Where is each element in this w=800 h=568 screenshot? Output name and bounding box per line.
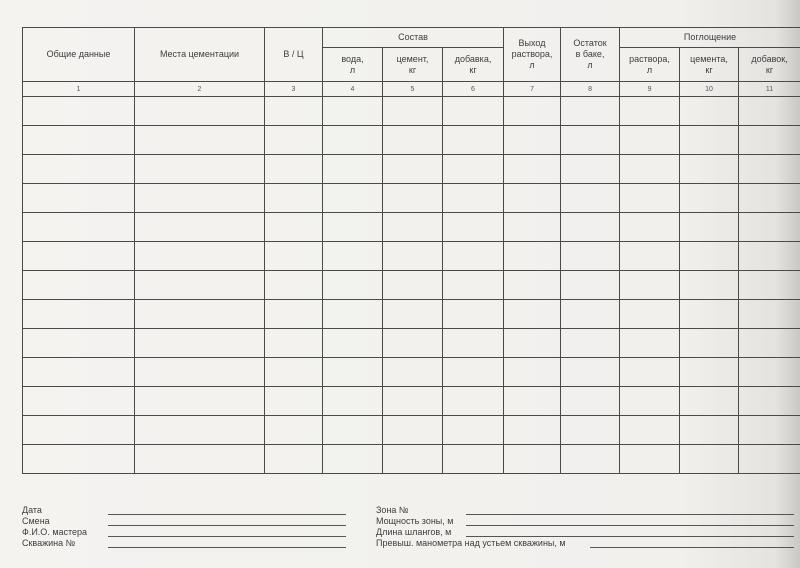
table-cell[interactable] xyxy=(680,126,739,155)
column-number-row xyxy=(23,82,800,97)
column-number: 10 xyxy=(680,82,739,97)
table-cell[interactable] xyxy=(561,358,620,387)
table-cell[interactable] xyxy=(739,387,800,416)
cementation-table xyxy=(22,27,800,474)
table-cell[interactable] xyxy=(504,445,561,474)
table-cell[interactable] xyxy=(561,155,620,184)
table-cell[interactable] xyxy=(23,126,135,155)
table-cell[interactable] xyxy=(383,213,443,242)
table-cell[interactable] xyxy=(504,387,561,416)
shift-field[interactable] xyxy=(108,525,346,526)
table-cell[interactable] xyxy=(323,155,383,184)
table-row xyxy=(23,300,800,329)
table-cell[interactable] xyxy=(23,97,135,126)
column-number: 9 xyxy=(620,82,680,97)
header-water-unit: л xyxy=(349,64,356,75)
table-cell[interactable] xyxy=(561,184,620,213)
table-cell[interactable] xyxy=(265,97,323,126)
table-cell[interactable] xyxy=(443,126,504,155)
master-name-label: Ф.И.О. мастера xyxy=(22,527,88,537)
table-cell[interactable] xyxy=(383,358,443,387)
table-cell[interactable] xyxy=(135,213,265,242)
column-number: 8 xyxy=(561,82,620,97)
table-cell[interactable] xyxy=(135,126,265,155)
table-row xyxy=(23,155,800,184)
table-cell[interactable] xyxy=(265,155,323,184)
table-cell[interactable] xyxy=(135,387,265,416)
table-cell[interactable] xyxy=(561,300,620,329)
table-cell[interactable] xyxy=(323,445,383,474)
table-cell[interactable] xyxy=(23,445,135,474)
table-cell[interactable] xyxy=(323,416,383,445)
table-cell[interactable] xyxy=(443,213,504,242)
column-number: 5 xyxy=(383,82,443,97)
table-cell[interactable] xyxy=(620,242,680,271)
table-cell[interactable] xyxy=(620,445,680,474)
table-cell[interactable] xyxy=(620,97,680,126)
table-cell[interactable] xyxy=(680,387,739,416)
table-cell[interactable] xyxy=(23,271,135,300)
table-row xyxy=(23,213,800,242)
table-cell[interactable] xyxy=(680,97,739,126)
column-number: 4 xyxy=(323,82,383,97)
table-cell[interactable] xyxy=(23,184,135,213)
header-absorbed-cement-label: цемента, xyxy=(690,53,728,64)
table-cell[interactable] xyxy=(739,445,800,474)
table-cell[interactable] xyxy=(135,358,265,387)
header-absorbed-additives-unit: кг xyxy=(765,64,774,75)
table-cell[interactable] xyxy=(680,242,739,271)
table-cell[interactable] xyxy=(739,271,800,300)
header-absorbed-additives xyxy=(739,48,800,82)
header-absorbed-solution-label: раствора, xyxy=(629,53,670,64)
table-cell[interactable] xyxy=(383,155,443,184)
table-cell[interactable] xyxy=(561,126,620,155)
table-cell[interactable] xyxy=(680,416,739,445)
header-absorbed-cement xyxy=(680,48,739,82)
table-cell[interactable] xyxy=(561,271,620,300)
table-cell[interactable] xyxy=(739,126,800,155)
table-cell[interactable] xyxy=(323,184,383,213)
header-tank-remainder-label: Остаток в баке, xyxy=(573,38,607,59)
table-cell[interactable] xyxy=(23,387,135,416)
hose-length-label: Длина шлангов, м xyxy=(376,527,452,537)
table-cell[interactable] xyxy=(620,300,680,329)
table-cell[interactable] xyxy=(135,445,265,474)
table-cell[interactable] xyxy=(323,387,383,416)
table-cell[interactable] xyxy=(383,329,443,358)
column-number: 11 xyxy=(739,82,800,97)
table-cell[interactable] xyxy=(739,416,800,445)
zone-number-field[interactable] xyxy=(466,514,794,515)
table-cell[interactable] xyxy=(739,242,800,271)
table-cell[interactable] xyxy=(739,184,800,213)
table-cell[interactable] xyxy=(443,300,504,329)
column-number: 1 xyxy=(23,82,135,97)
table-cell[interactable] xyxy=(135,271,265,300)
table-row xyxy=(23,358,800,387)
table-cell[interactable] xyxy=(620,329,680,358)
table-cell[interactable] xyxy=(383,184,443,213)
header-absorbed-cement-unit: кг xyxy=(705,64,713,75)
header-absorbed-solution xyxy=(620,48,680,82)
table-cell[interactable] xyxy=(561,329,620,358)
table-row xyxy=(23,445,800,474)
table-cell[interactable] xyxy=(443,387,504,416)
zone-power-label: Мощность зоны, м xyxy=(376,516,454,526)
table-cell[interactable] xyxy=(443,329,504,358)
header-cement-unit: кг xyxy=(408,64,417,75)
table-cell[interactable] xyxy=(739,300,800,329)
table-cell[interactable] xyxy=(383,271,443,300)
table-cell[interactable] xyxy=(620,184,680,213)
table-cell[interactable] xyxy=(323,242,383,271)
header-cement xyxy=(383,48,443,82)
table-row xyxy=(23,271,800,300)
table-row xyxy=(23,416,800,445)
table-cell[interactable] xyxy=(265,329,323,358)
table-cell[interactable] xyxy=(680,329,739,358)
table-cell[interactable] xyxy=(23,416,135,445)
table-cell[interactable] xyxy=(680,213,739,242)
table-cell[interactable] xyxy=(323,300,383,329)
zone-number-label: Зона № xyxy=(376,505,409,515)
header-solution-output-unit: л xyxy=(529,60,535,70)
table-cell[interactable] xyxy=(383,445,443,474)
table-cell[interactable] xyxy=(620,155,680,184)
header-additive xyxy=(443,48,504,82)
form-footer xyxy=(0,500,800,568)
table-cell[interactable] xyxy=(265,445,323,474)
table-cell[interactable] xyxy=(504,416,561,445)
header-cement-label: цемент, xyxy=(396,53,429,64)
column-number: 7 xyxy=(504,82,561,97)
table-cell[interactable] xyxy=(504,213,561,242)
table-cell[interactable] xyxy=(265,387,323,416)
table-cell[interactable] xyxy=(620,126,680,155)
header-absorbed-solution-unit: л xyxy=(646,64,653,75)
table-row xyxy=(23,329,800,358)
table-cell[interactable] xyxy=(620,213,680,242)
manometer-excess-field[interactable] xyxy=(590,547,794,548)
table-cell[interactable] xyxy=(383,416,443,445)
table-cell[interactable] xyxy=(443,155,504,184)
date-label: Дата xyxy=(22,505,42,515)
table-cell[interactable] xyxy=(265,271,323,300)
table-cell[interactable] xyxy=(504,329,561,358)
table-cell[interactable] xyxy=(265,300,323,329)
table-cell[interactable] xyxy=(23,329,135,358)
table-cell[interactable] xyxy=(680,445,739,474)
table-cell[interactable] xyxy=(504,358,561,387)
date-field[interactable] xyxy=(108,514,346,515)
table-cell[interactable] xyxy=(620,416,680,445)
table-cell[interactable] xyxy=(323,213,383,242)
table-cell[interactable] xyxy=(383,97,443,126)
manometer-excess-label: Превыш. манометра над устьем скважины, м xyxy=(376,538,566,548)
table-row xyxy=(23,184,800,213)
table-cell[interactable] xyxy=(135,242,265,271)
table-cell[interactable] xyxy=(383,242,443,271)
table-cell[interactable] xyxy=(265,213,323,242)
table-cell[interactable] xyxy=(561,97,620,126)
table-cell[interactable] xyxy=(135,97,265,126)
header-water xyxy=(323,48,383,82)
header-absorbed-additives-label: добавок, xyxy=(751,53,788,64)
header-water-cement-ratio: В / Ц xyxy=(265,28,323,82)
table-cell[interactable] xyxy=(323,329,383,358)
table-cell[interactable] xyxy=(323,97,383,126)
shift-label: Смена xyxy=(22,516,50,526)
table-cell[interactable] xyxy=(265,184,323,213)
table-cell[interactable] xyxy=(443,358,504,387)
table-cell[interactable] xyxy=(561,445,620,474)
column-number: 2 xyxy=(135,82,265,97)
table-cell[interactable] xyxy=(443,97,504,126)
table-cell[interactable] xyxy=(504,155,561,184)
table-row xyxy=(23,242,800,271)
table-cell[interactable] xyxy=(23,213,135,242)
table-cell[interactable] xyxy=(23,242,135,271)
table-cell[interactable] xyxy=(265,242,323,271)
table-cell[interactable] xyxy=(265,416,323,445)
header-solution-output-label: Выход раствора, xyxy=(511,38,553,59)
column-number: 3 xyxy=(265,82,323,97)
table-cell[interactable] xyxy=(680,300,739,329)
master-name-field[interactable] xyxy=(108,536,346,537)
header-tank-remainder xyxy=(561,28,620,82)
table-cell[interactable] xyxy=(443,416,504,445)
header-cementation-places: Места цементации xyxy=(135,28,265,82)
table-cell[interactable] xyxy=(680,358,739,387)
table-cell[interactable] xyxy=(680,271,739,300)
table-cell[interactable] xyxy=(739,358,800,387)
well-number-label: Скважина № xyxy=(22,538,76,548)
header-solution-output xyxy=(504,28,561,82)
table-row xyxy=(23,97,800,126)
header-additive-unit: кг xyxy=(469,64,477,75)
table-cell[interactable] xyxy=(135,329,265,358)
table-cell[interactable] xyxy=(135,155,265,184)
header-additive-label: добавка, xyxy=(454,53,492,64)
header-absorption: Поглощение xyxy=(620,28,800,48)
zone-power-field[interactable] xyxy=(466,525,794,526)
table-cell[interactable] xyxy=(443,445,504,474)
table-cell[interactable] xyxy=(504,126,561,155)
table-cell[interactable] xyxy=(383,300,443,329)
table-cell[interactable] xyxy=(323,271,383,300)
table-cell[interactable] xyxy=(504,300,561,329)
table-cell[interactable] xyxy=(323,126,383,155)
table-cell[interactable] xyxy=(680,155,739,184)
table-cell[interactable] xyxy=(443,271,504,300)
table-cell[interactable] xyxy=(383,387,443,416)
table-cell[interactable] xyxy=(620,387,680,416)
well-number-field[interactable] xyxy=(108,547,346,548)
header-composition: Состав xyxy=(323,28,504,48)
table-cell[interactable] xyxy=(443,242,504,271)
table-cell[interactable] xyxy=(323,358,383,387)
table-row xyxy=(23,126,800,155)
header-general: Общие данные xyxy=(23,28,135,82)
table-cell[interactable] xyxy=(383,126,443,155)
table-cell[interactable] xyxy=(739,155,800,184)
table-cell[interactable] xyxy=(739,329,800,358)
table-cell[interactable] xyxy=(23,358,135,387)
table-cell[interactable] xyxy=(265,126,323,155)
table-cell[interactable] xyxy=(739,213,800,242)
table-cell[interactable] xyxy=(504,184,561,213)
table-cell[interactable] xyxy=(135,184,265,213)
table-cell[interactable] xyxy=(561,242,620,271)
table-cell[interactable] xyxy=(23,155,135,184)
table-cell[interactable] xyxy=(135,416,265,445)
header-water-label: вода, xyxy=(341,53,364,64)
table-cell[interactable] xyxy=(265,358,323,387)
table-row xyxy=(23,387,800,416)
table-cell[interactable] xyxy=(561,387,620,416)
table-cell[interactable] xyxy=(620,358,680,387)
table-cell[interactable] xyxy=(23,300,135,329)
table-cell[interactable] xyxy=(504,97,561,126)
table-cell[interactable] xyxy=(504,271,561,300)
table-cell[interactable] xyxy=(135,300,265,329)
header-tank-remainder-unit: л xyxy=(587,60,593,70)
table-cell[interactable] xyxy=(504,242,561,271)
table-cell[interactable] xyxy=(680,184,739,213)
table-cell[interactable] xyxy=(561,213,620,242)
table-cell[interactable] xyxy=(443,184,504,213)
column-number: 6 xyxy=(443,82,504,97)
table-cell[interactable] xyxy=(620,271,680,300)
table-cell[interactable] xyxy=(561,416,620,445)
hose-length-field[interactable] xyxy=(466,536,794,537)
table-cell[interactable] xyxy=(739,97,800,126)
